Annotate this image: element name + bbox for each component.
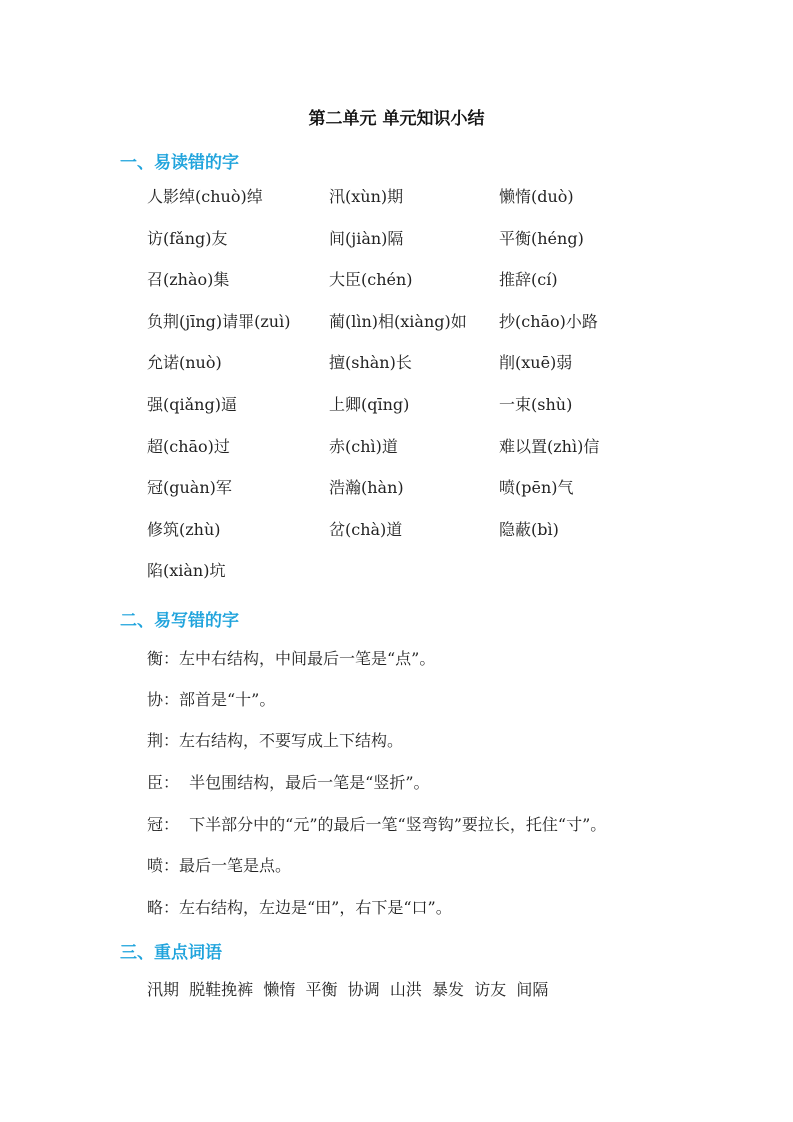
misread-characters-grid: [147, 184, 667, 600]
misread-item: 冠(guàn)军: [147, 478, 232, 498]
misread-row: [147, 267, 667, 309]
section-heading-miswritten: 二、易写错的字: [120, 611, 239, 631]
misread-item: 抄(chāo)小路: [499, 311, 598, 331]
misread-row: [147, 226, 667, 268]
miswritten-note: 冠： 下半部分中的“元”的最后一笔“竖弯钩”要拉长，托住“寸”。: [147, 815, 607, 834]
misread-item: 强(qiǎng)逼: [147, 394, 237, 414]
misread-item: 负荆(jīng)请罪(zuì): [147, 311, 291, 331]
misread-row: [147, 309, 667, 351]
misread-item: 蔺(lìn)相(xiàng)如: [329, 311, 467, 331]
section-heading-misread: 一、易读错的字: [120, 153, 239, 173]
misread-item: 浩瀚(hàn): [329, 478, 404, 498]
misread-item: 超(chāo)过: [147, 436, 230, 456]
misread-row: [147, 475, 667, 517]
misread-item: 赤(chì)道: [329, 436, 398, 456]
miswritten-note: 衡：左中右结构，中间最后一笔是“点”。: [147, 649, 436, 668]
misread-item: 间(jiàn)隔: [329, 228, 404, 248]
misread-item: 懒惰(duò): [499, 187, 574, 206]
miswritten-note: 略：左右结构，左边是“田”，右下是“口”。: [147, 898, 452, 917]
misread-item: 难以置(zhì)信: [499, 436, 600, 456]
misread-item: 削(xuē)弱: [499, 353, 573, 373]
misread-row: [147, 434, 667, 476]
misread-row: [147, 350, 667, 392]
misread-item: 喷(pēn)气: [499, 478, 574, 498]
miswritten-note: 喷：最后一笔是点。: [147, 856, 292, 875]
misread-row: [147, 558, 667, 600]
misread-item: 召(zhào)集: [147, 270, 230, 290]
misread-row: [147, 392, 667, 434]
misread-item: 一束(shù): [499, 394, 573, 414]
page-title: 第二单元 单元知识小结: [308, 109, 485, 129]
misread-item: 岔(chà)道: [329, 519, 403, 539]
misread-item: 汛(xùn)期: [329, 187, 404, 206]
misread-item: 大臣(chén): [329, 270, 413, 290]
misread-row: [147, 517, 667, 559]
miswritten-note: 协：部首是“十”。: [147, 690, 276, 709]
miswritten-note: 荆：左右结构，不要写成上下结构。: [147, 731, 404, 750]
misread-item: 陷(xiàn)坑: [147, 561, 226, 581]
misread-item: 修筑(zhù): [147, 519, 221, 539]
misread-item: 擅(shàn)长: [329, 353, 412, 373]
misread-row: [147, 184, 667, 226]
misread-item: 推辞(cí): [499, 270, 558, 290]
misread-item: 上卿(qīng): [329, 394, 410, 414]
misread-item: 隐蔽(bì): [499, 519, 559, 539]
misread-item: 允诺(nuò): [147, 353, 222, 373]
miswritten-note: 臣： 半包围结构，最后一笔是“竖折”。: [147, 773, 430, 792]
key-words-line: 汛期 脱鞋挽裤 懒惰 平衡 协调 山洪 暴发 访友 间隔: [147, 980, 549, 999]
misread-item: 平衡(héng): [499, 228, 584, 248]
section-heading-key-words: 三、重点词语: [120, 943, 222, 963]
misread-item: 人影绰(chuò)绰: [147, 187, 263, 206]
misread-item: 访(fǎng)友: [147, 228, 228, 248]
